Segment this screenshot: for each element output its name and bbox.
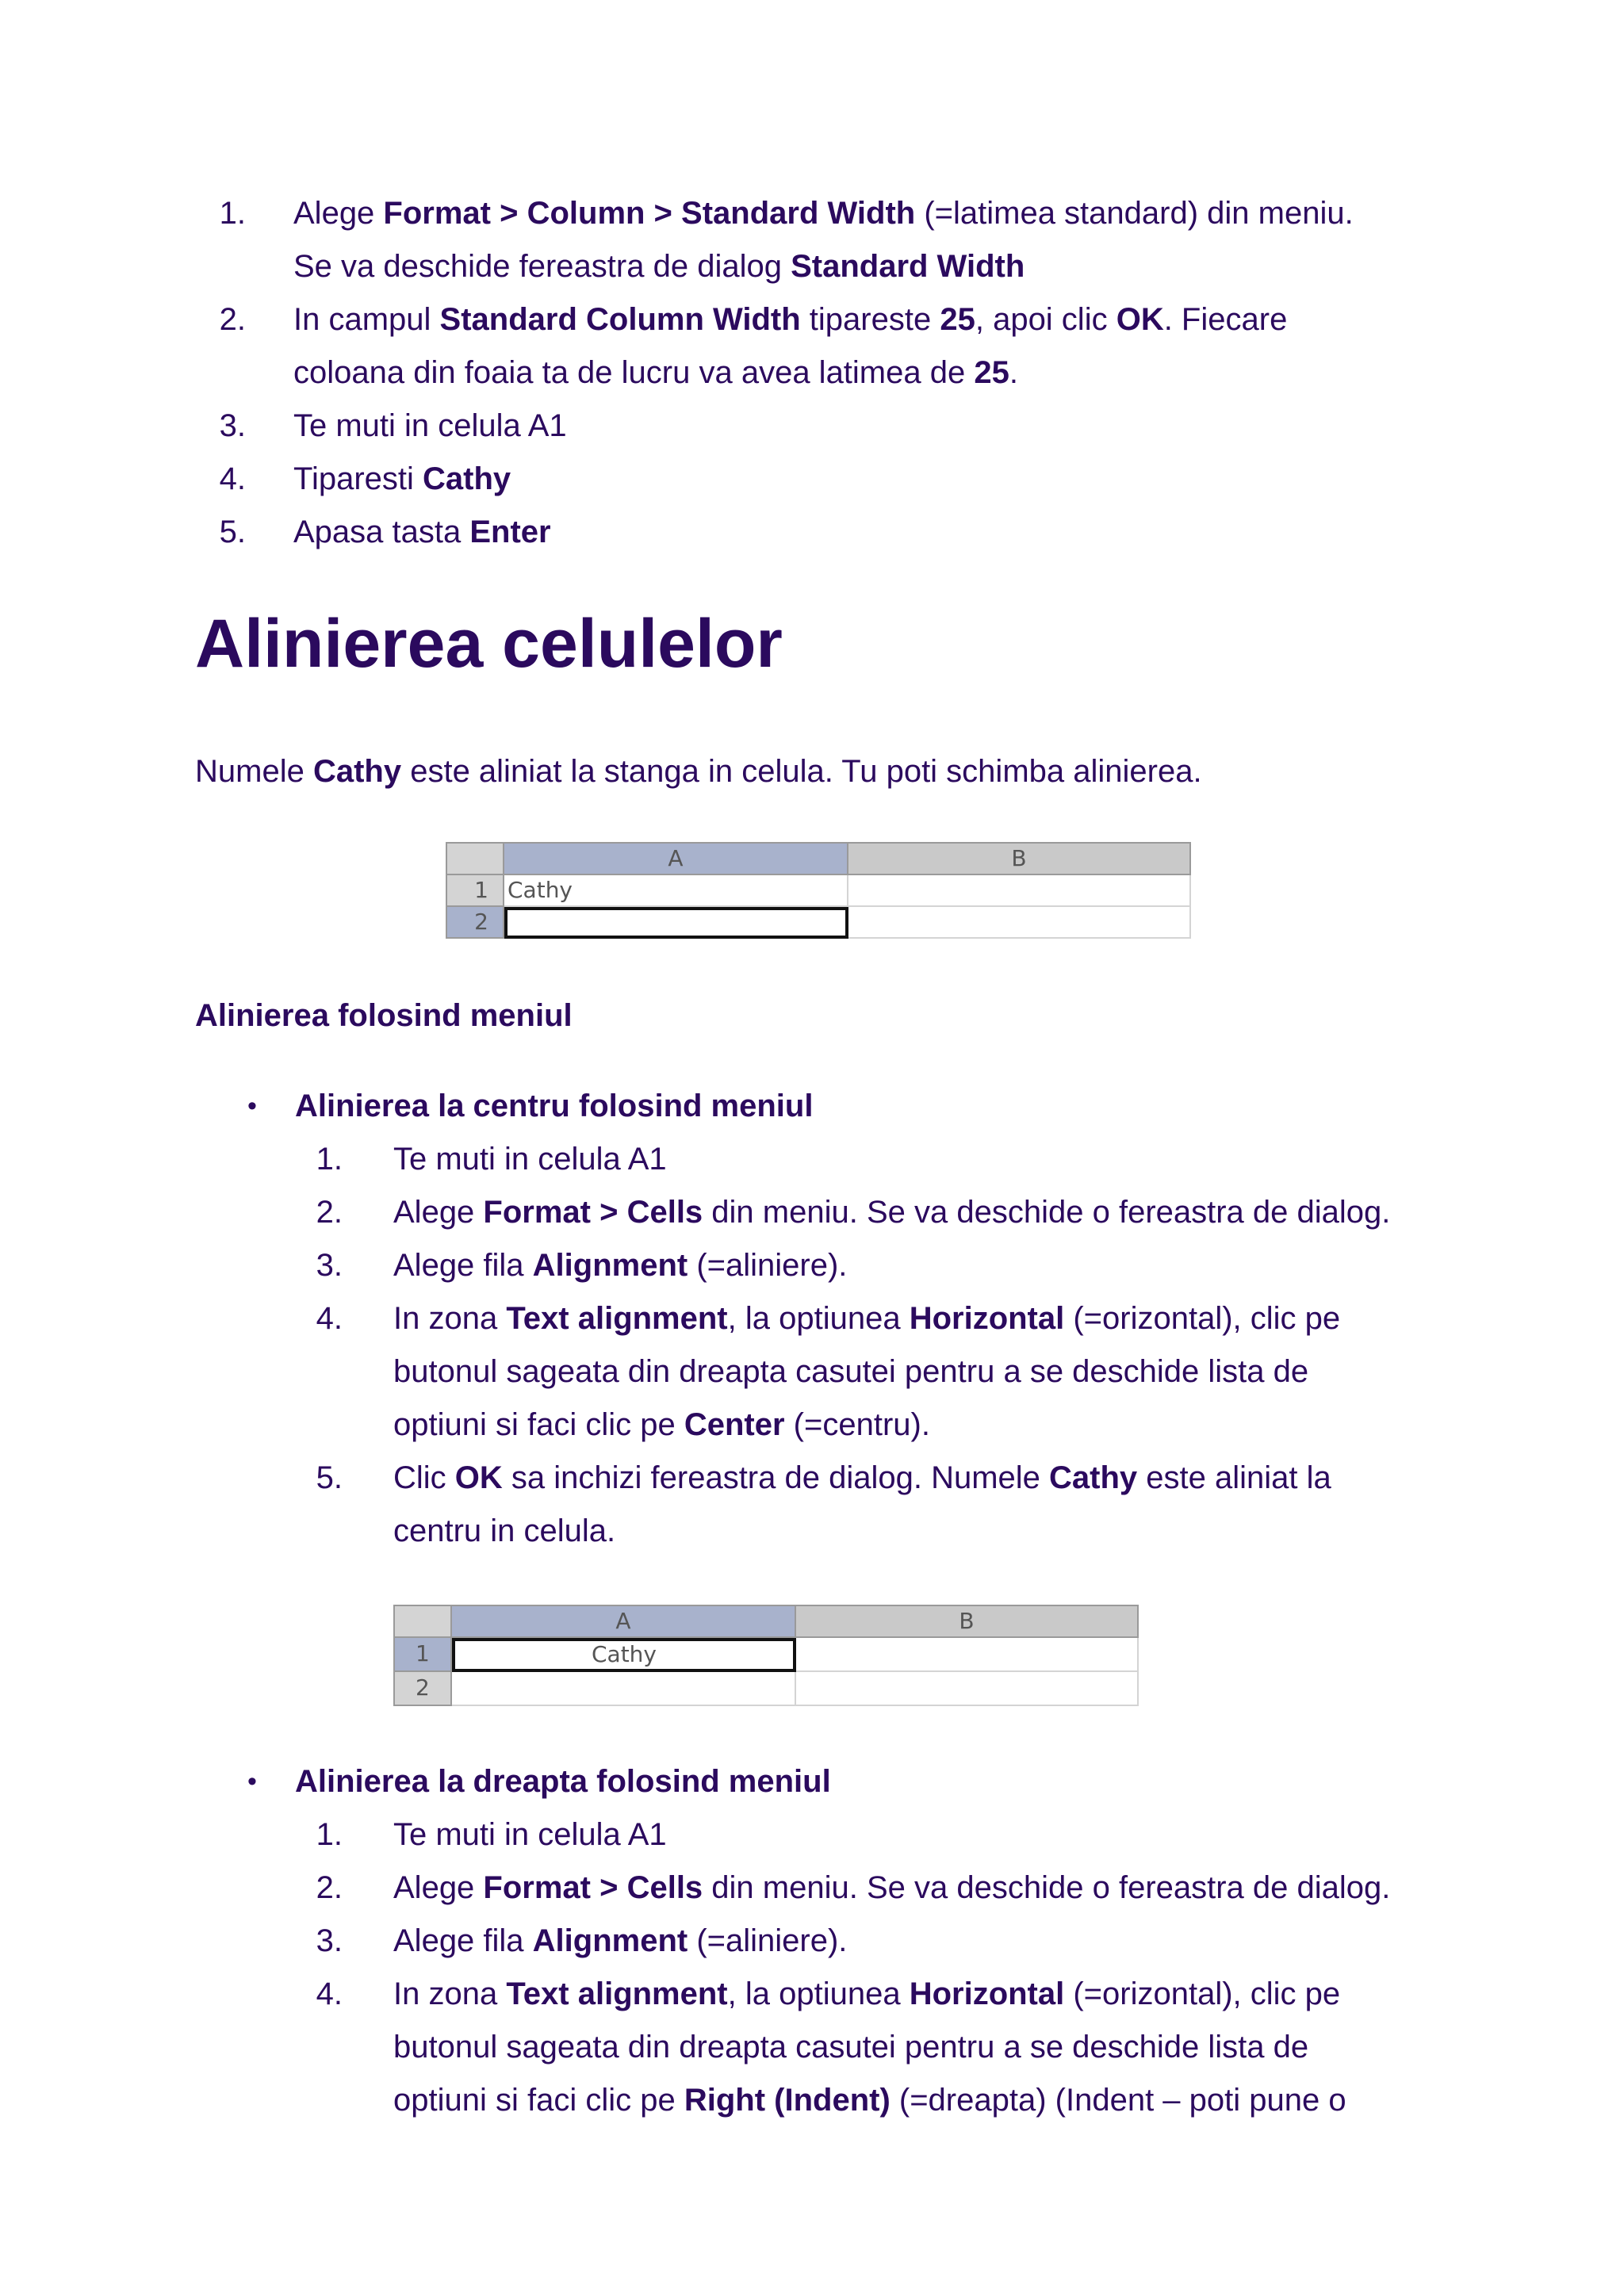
spreadsheet-image-center-aligned [393, 1605, 1139, 1706]
column-header-b: B [796, 1606, 1139, 1638]
row-header-2: 2 [395, 1672, 452, 1706]
intro-paragraph: Numele Cathy este aliniat la stanga in celula. Tu poti schimba alinierea. [195, 754, 1202, 789]
cell-b1 [796, 1638, 1139, 1672]
cell-b1 [848, 875, 1191, 907]
spreadsheet-image-left-aligned [446, 842, 1191, 939]
bullet-title: Alinierea la centru folosind meniul [295, 1089, 814, 1123]
bullet-icon: • [247, 1091, 257, 1121]
row-header-1: 1 [395, 1638, 452, 1672]
cell-a2 [452, 1672, 796, 1706]
column-header-b: B [848, 844, 1191, 875]
page-title: Alinierea celulelor [195, 606, 783, 682]
cell-a1-active: Cathy [452, 1638, 796, 1672]
section-subheading: Alinierea folosind meniul [195, 998, 573, 1033]
column-header-a: A [452, 1606, 796, 1638]
sheet-corner [447, 844, 504, 875]
cell-a1: Cathy [504, 875, 848, 907]
cell-b2 [796, 1672, 1139, 1706]
row-header-1: 1 [447, 875, 504, 907]
cell-a2-active [504, 907, 848, 939]
row-header-2: 2 [447, 907, 504, 939]
sheet-corner [395, 1606, 452, 1638]
column-header-a: A [504, 844, 848, 875]
bullet-icon: • [247, 1766, 257, 1797]
cell-b2 [848, 907, 1191, 939]
document-page: 1. Alege Format > Column > Standard Width (=latimea standard) din meniu. Se va deschide fereastra de dialog Standard Width 2. In campul Standard Column Width tipareste 25, apoi clic OK. Fiecare coloana din foaia ta de lucru va avea latimea de 25. 3. Te muti in celula A1 4. Tiparesti Cathy 5. Apasa tasta Enter Alinierea celulelor Numele Cathy este aliniat la stanga in celula. Tu poti schimba alinierea. A B 1 Cathy 2 Alinierea folosind meniul • Alinierea la centru folosind meniul 1. Te muti in celula A1 2. Alege Format > Cells din meniu. Se va deschide o fereastra de dialog. 3. Alege fila Alignment (=aliniere). 4. In zona Text alignment, la optiunea Horizontal (=orizontal), clic pe butonul sageata din dreapta casutei pentru a se deschide lista de optiuni si faci clic pe Center (=centru). 5. Clic OK sa inchizi fereastra de dialog. Numele Cathy este aliniat la centru in celula. A B 1 Cathy 2 • Alinierea la dreapta folosind meniul 1. Te muti in celula A1 2. Alege Format > Cells din meniu. Se va deschide o fereastra de dialog. 3. Alege fila Alignment (=aliniere). 4. In zona Text alignment, la optiunea Horizontal (=orizontal), clic pe butonul sageata din dreapta casutei pentru a se deschide lista de optiuni si faci clic pe Right (Indent) (=dreapta) (Indent – poti pune o [195, 196, 1391, 2118]
bullet-title: Alinierea la dreapta folosind meniul [295, 1764, 831, 1799]
